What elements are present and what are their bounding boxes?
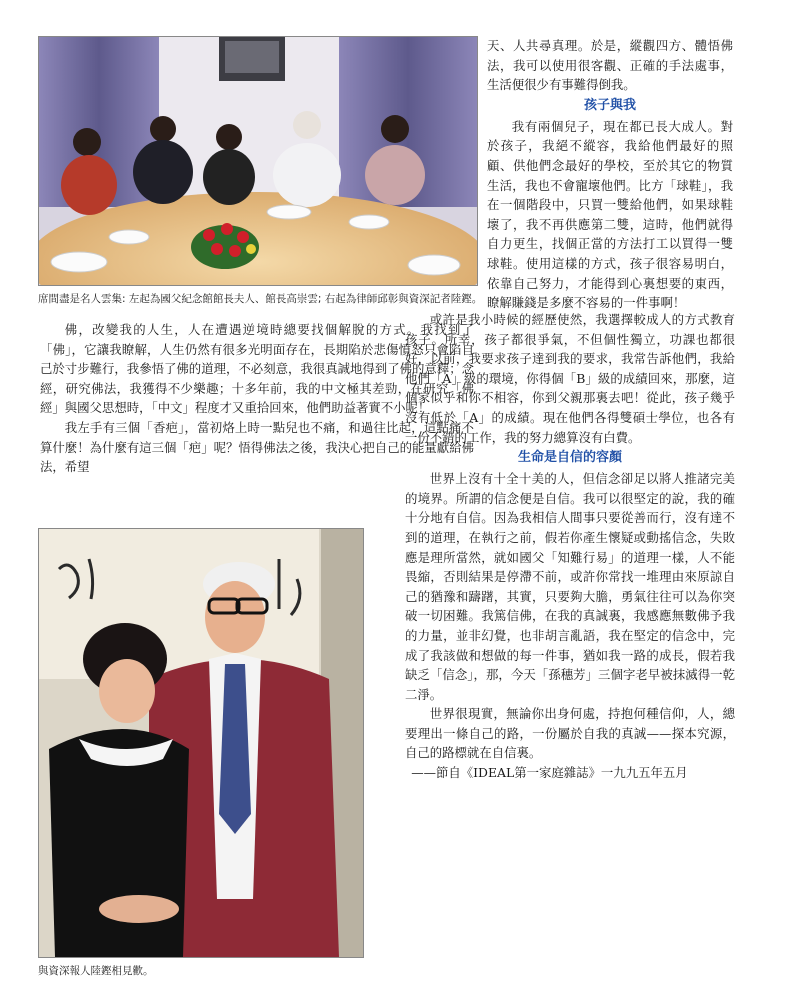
- paragraph: 世界上沒有十全十美的人，但信念卻足以將人推諸完美的境界。所謂的信念便是自信。我可以很堅定的說，我的確十分地有自信。因為我相信人間事只要從善而行，沒有達不到的道理，在執行之前，假若你產生懷疑或動搖信念，失敗應是理所當然，就如國父「知難行易」的道理一樣，人不能畏縮，否則結果是停滯不前，或許你常找一堆理由來原諒自己的猶豫和躊躇，其實，只要夠大膽，勇氣往往可以為你突破一切困難。我篤信佛，在我的真誠裏，我感應無數佛予我的力量，並非幻覺，也非胡言亂語，我在堅定的信念中，完成了我該做和想做的每一件事，猶如我一路的成長，假若我缺乏「信念」，那，今天「孫穗芳」三個字老早被抹滅得一乾二淨。: [405, 471, 735, 702]
- portrait-photo-illustration: [39, 529, 363, 957]
- paragraph: 我有兩個兒子，現在都已長大成人。對於孩子，我絕不縱容，我給他們最好的照顧、供他們念最好的學校，至於其它的物質生活，我也不會寵壞他們。比方「球鞋」，我在一個階段中，只買一雙給他們，如果球鞋壞了，我不再供應第二雙，這時，他們就得自力更生，找個正當的方法打工以買得一雙球鞋。使用這樣的方式，孩子很容易明白，依靠自己努力，才能得到心裏想要的東西，瞭解賺錢是多麼不容易的一件事啊！: [487, 118, 733, 311]
- paragraph: 或許是我小時候的經歷使然，我選擇較成人的方式教育孩子。所幸，孩子都很爭氣，不但個性獨立，功課也都很好，以前，我要求孩子達到我的要求，我常告訴他們，我給他們「A」級的環境，你得個「B」級的成績回來，那麼，這個家似乎和你不相容，你到父親那裏去吧！從此，孩子幾乎沒有低於「A」的成績。現在他們各得雙碩士學位，也各有一份不錯的工作，我的努力總算沒有白費。: [405, 312, 735, 445]
- section-heading: 孩子與我: [583, 97, 636, 113]
- section-heading: 生命是自信的容顏: [517, 450, 622, 466]
- source-citation: ——節自《IDEAL第一家庭雜誌》一九九五年五月: [411, 765, 688, 781]
- dinner-photo: [38, 36, 478, 286]
- top-photo-caption: 席間盡是名人雲集: 左起為國父紀念館館長夫人、館長高崇雲; 右起為律師邱彰與資深記者陸鏗。: [38, 293, 483, 305]
- paragraph: 佛，改變我的人生，人在遭遇逆境時總要找個解脫的方式。我找到了「佛」，它讓我瞭解，人生仍然有很多光明面存在，長期陷於悲傷憤怒只會陷自己於寸步難行，我參悟了佛的道理，不必刻意，我很真誠地得到了佛的意釋；念經，研究佛法，我獲得不少樂趣；十多年前，我的中文極其差勁，在研究「佛經」與國父思想時，「中文」程度才又重拾回來，他們助益著實不小呢！: [40, 322, 474, 416]
- paragraph: 我左手有三個「香疤」，當初烙上時一點兒也不痛，和過往比起，這點痛不算什麼！為什麼有這三個「疤」呢？悟得佛法之後，我決心把自己的能量獻給佛法，希望: [40, 419, 474, 475]
- right-column-text: [487, 36, 733, 313]
- paragraph: 世界很現實，無論你出身何處，持抱何種信仰，人，總要理出一條自己的路，一份屬於自我的真誠——探本究源，自己的路標就在自信裏。: [405, 706, 735, 761]
- bottom-photo-caption: 與資深報人陸鏗相見歡。: [38, 965, 154, 977]
- right-column-continued: [405, 310, 735, 783]
- dinner-photo-illustration: [39, 37, 477, 285]
- portrait-photo: [38, 528, 364, 958]
- paragraph: 天、人共尋真理。於是，縱觀四方、體悟佛法，我可以使用很客觀、正確的手法處事，生活便很少有事難得倒我。: [487, 38, 733, 93]
